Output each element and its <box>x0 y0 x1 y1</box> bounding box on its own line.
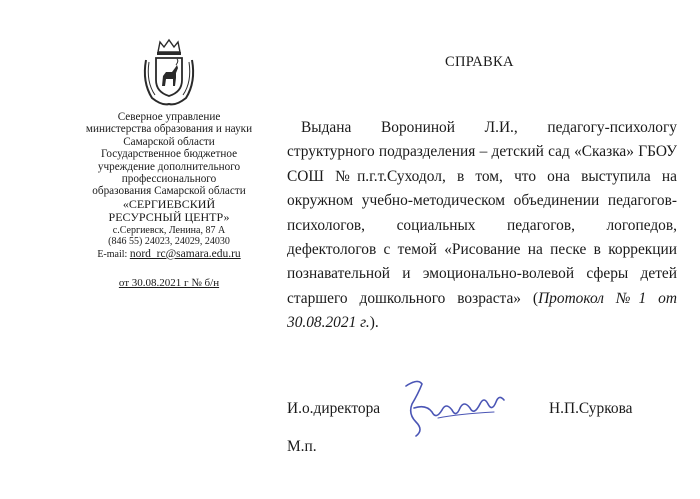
letterhead-line: профессионального <box>121 173 217 186</box>
letterhead-line: Государственное бюджетное <box>100 148 238 161</box>
document-title: СПРАВКА <box>445 54 514 70</box>
letterhead-email-row <box>60 248 278 261</box>
signer-name: Н.П.Суркова <box>549 400 633 417</box>
letterhead <box>60 38 278 289</box>
document-body <box>287 116 677 336</box>
letterhead-line: Северное управление <box>117 111 221 123</box>
body-end-text: ). <box>369 314 379 332</box>
document-date-number: от 30.08.2021 г № б/н <box>118 276 220 289</box>
letterhead-phones: (846 55) 24023, 24029, 24030 <box>108 236 230 248</box>
letterhead-org-name: «СЕРГИЕВСКИЙ <box>122 196 216 211</box>
stamp-place: М.п. <box>287 438 317 455</box>
letterhead-line: Самарской области <box>123 135 215 148</box>
body-main-text: Выдана Ворониной Л.И., педагогу-психологу структурного подразделения – детский сад «Сказка» ГБОУ СОШ №п.г.т.Суходол, в том, что она выступила на окружном учебно-методическом объединении педагогов-психологов, социальных педагогов, логопедов, дефектологов с темой «Рисование на песке в коррекции познавательной и эмоционально-волевой сферы детей старшего дошкольного возраста» ( <box>287 119 677 307</box>
handwritten-signature <box>398 374 513 444</box>
protocol-reference: Протокол №1 от 30.08.2021 г. <box>287 289 677 332</box>
email-label: E-mail: <box>97 248 128 260</box>
letterhead-address: с.Сергиевск, Ленина, 87 А <box>112 224 226 236</box>
letterhead-org-name: РЕСУРСНЫЙ ЦЕНТР» <box>108 210 230 225</box>
coat-of-arms-icon <box>138 38 200 108</box>
letterhead-line: министерства образования и науки <box>85 123 253 136</box>
email-link[interactable]: nord_rc@samara.edu.ru <box>129 247 241 260</box>
letterhead-line: учреждение дополнительного <box>97 160 241 173</box>
signer-role: И.о.директора <box>287 400 381 417</box>
letterhead-line: образования Самарской области <box>92 185 246 198</box>
